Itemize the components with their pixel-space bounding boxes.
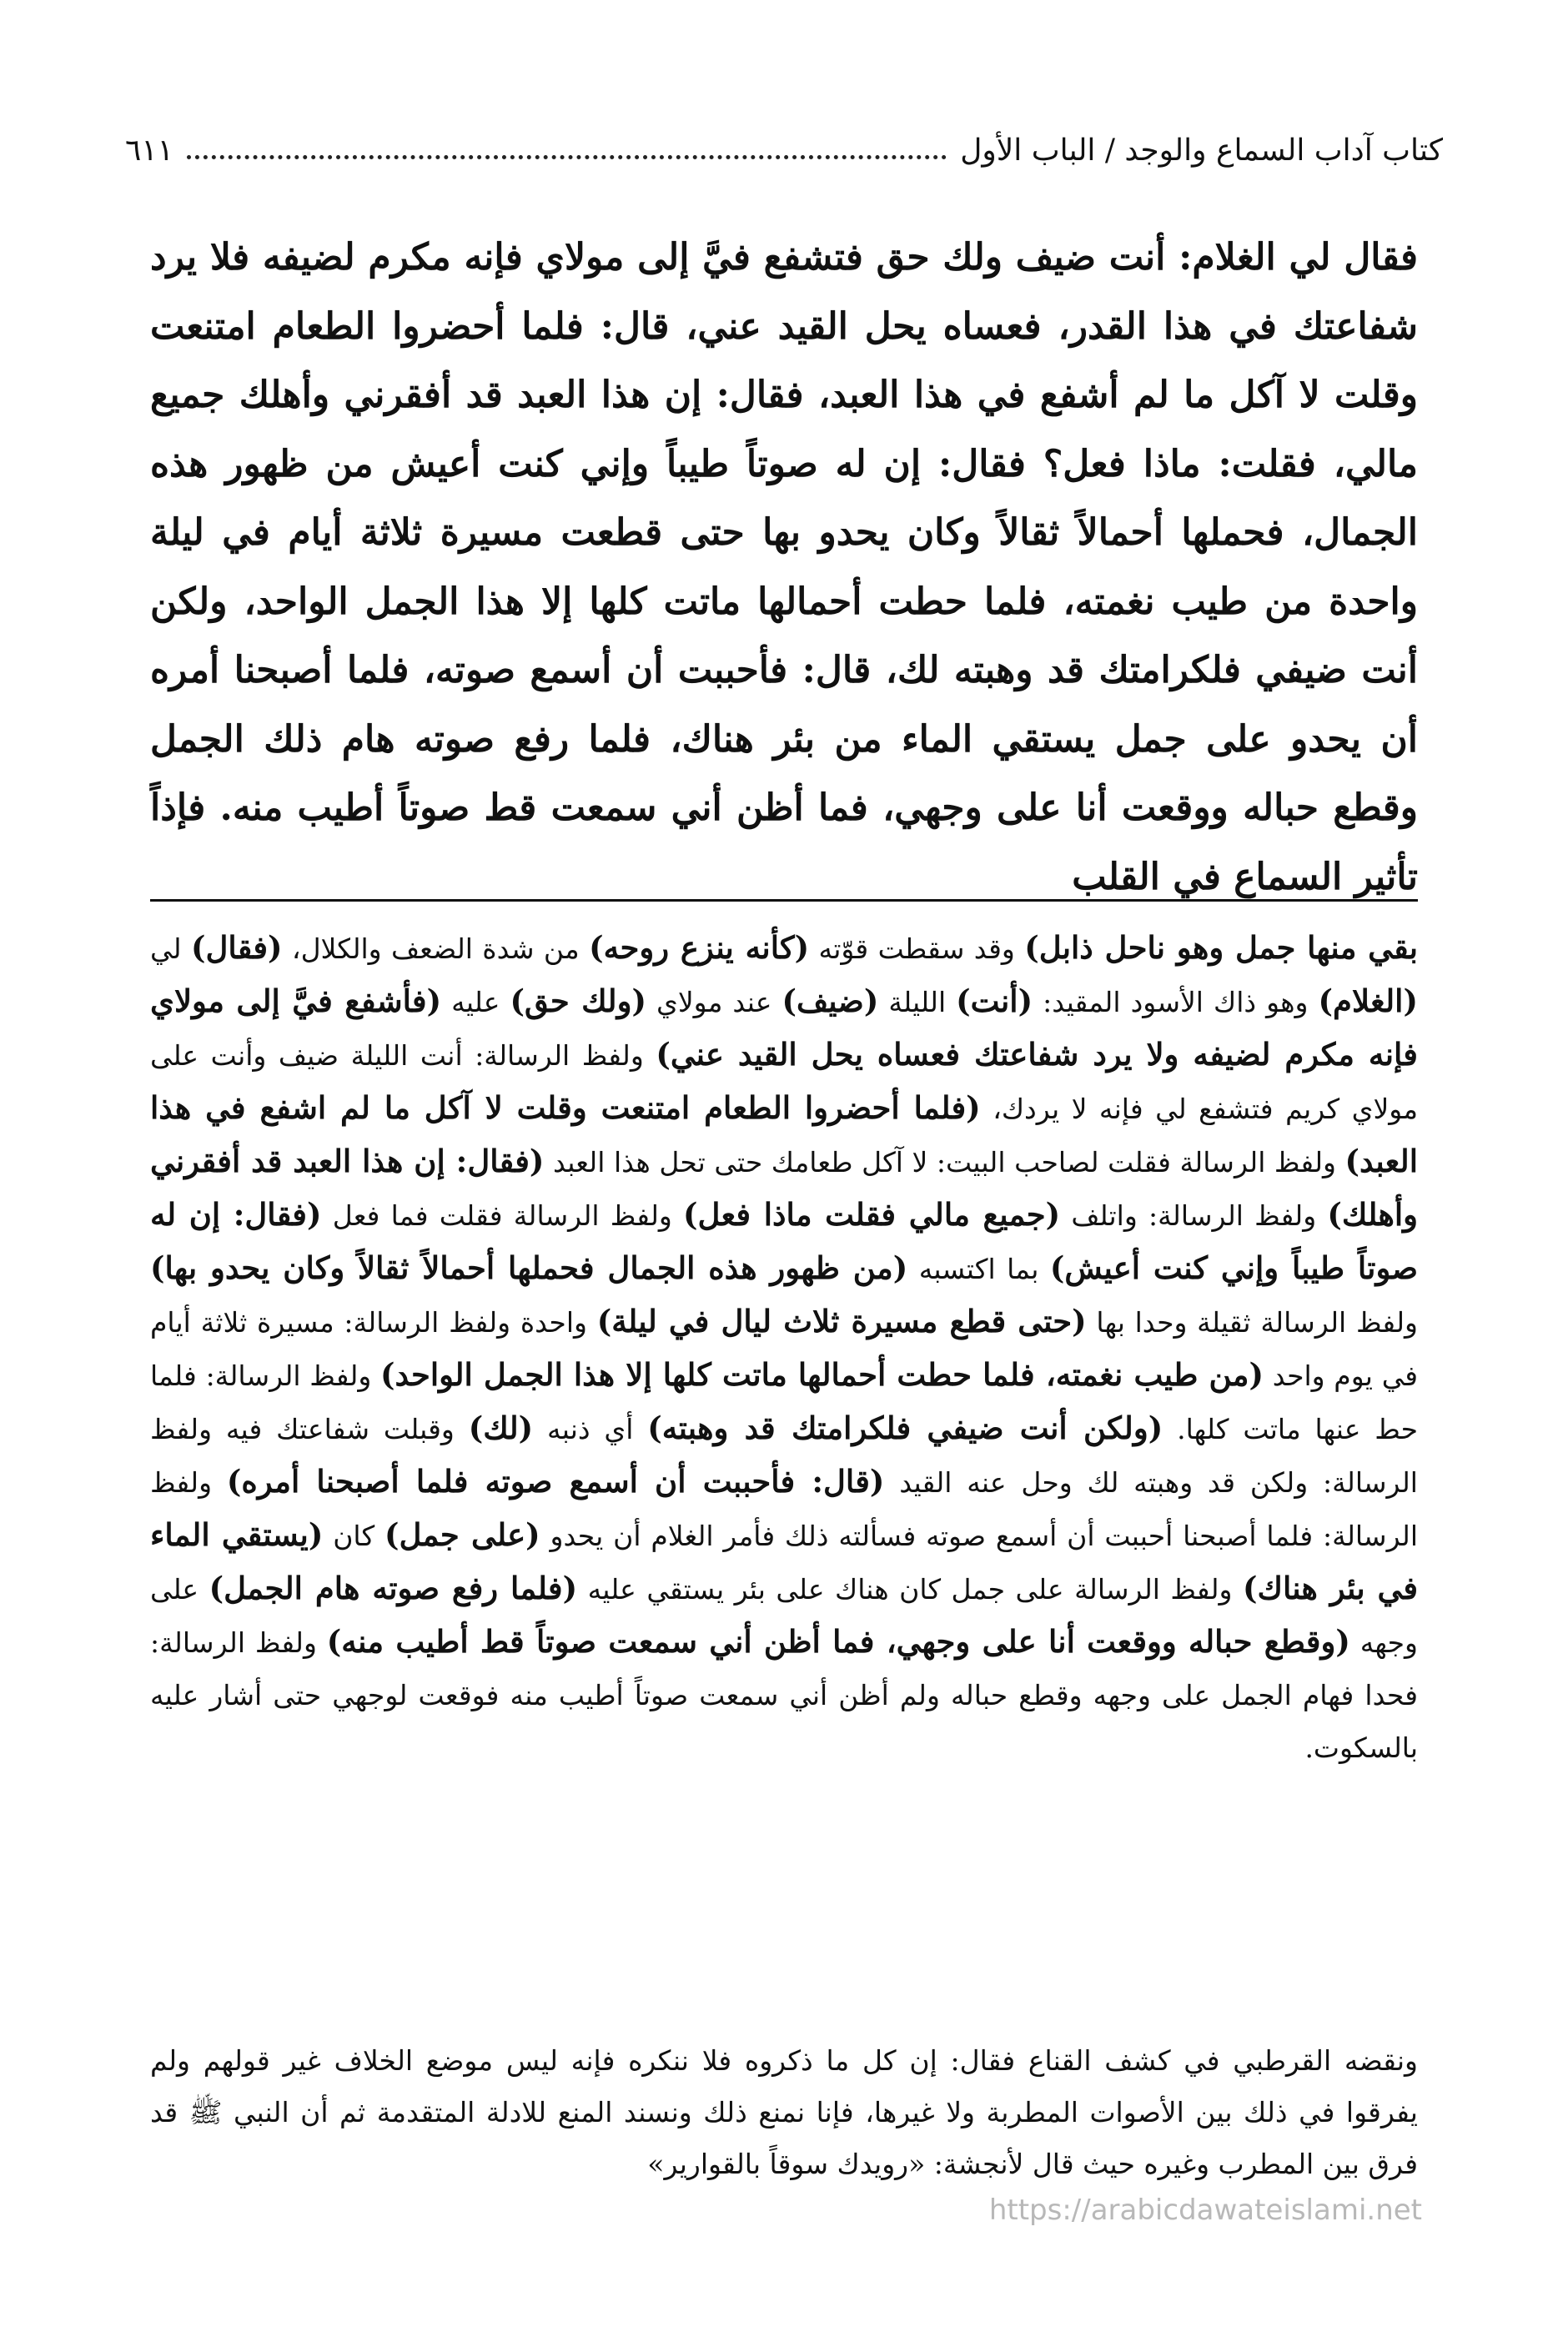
commentary-quote: (أنت) xyxy=(956,983,1033,1019)
commentary-quote: (من ظهور هذه الجمال فحملها أحمالاً ثقالاً وكان يحدو بها) xyxy=(150,1249,908,1286)
commentary-explanation: ولفظ الرسالة على جمل كان هناك على بئر يستقي عليه xyxy=(587,1573,1233,1606)
commentary-quote: (وقطع حباله ووقعت أنا على وجهي، فما أظن أني سمعت صوتاً قط أطيب منه) xyxy=(326,1623,1350,1660)
commentary-explanation: من شدة الضعف والكلال، xyxy=(291,932,580,965)
commentary-quote: (حتى قطع مسيرة ثلاث ليال في ليلة) xyxy=(596,1303,1087,1339)
commentary-explanation: ولفظ الرسالة فقلت فما فعل xyxy=(332,1199,672,1232)
commentary-quote: (كأنه ينزع روحه) xyxy=(589,929,810,966)
commentary-explanation: ولفظ الرسالة: فلما حط عنها ماتت كلها. xyxy=(150,1359,1418,1445)
commentary-quote: (فقال: إن له صوتاً طيباً وإني كنت أعيش) xyxy=(150,1196,1418,1286)
commentary-explanation: لي xyxy=(150,932,182,965)
commentary-explanation: ولفظ الرسالة: أنت الليلة ضيف وأنت على مولاي كريم فتشفع لي فإنه لا يردك، xyxy=(150,1039,1418,1125)
commentary-explanation: ولفظ الرسالة: فحدا فهام الجمل على وجهه وقطع حباله ولم أظن أني سمعت صوتاً أطيب منه فوقعت لوجهي حتى أشار عليه بالسكوت. xyxy=(150,1626,1418,1764)
commentary-quote: (جميع مالي فقلت ماذا فعل) xyxy=(683,1196,1061,1233)
page-number: ٦١١ xyxy=(125,133,174,168)
commentary-explanation: الليلة xyxy=(888,986,947,1018)
commentary-quote: (ضيف) xyxy=(781,983,879,1019)
commentary-explanation: بما اكتسبه xyxy=(918,1253,1039,1285)
commentary-explanation: ولفظ الرسالة فقلت لصاحب البيت: لا آكل طعامك حتى تحل هذا العبد xyxy=(552,1146,1336,1179)
commentary-quote: بقي منها جمل وهو ناحل ذابل) xyxy=(1024,929,1419,966)
header-dot-leader xyxy=(187,155,947,159)
main-text: فقال لي الغلام: أنت ضيف ولك حق فتشفع فيَّ إلى مولاي فإنه مكرم لضيفه فلا يرد شفاعتك في هذا القدر، فعساه يحل القيد عني، قال: فلما أحضروا الطعام امتنعت وقلت لا آكل ما لم أشفع في هذا العبد، فقال: إن هذا العبد قد أفقرني وأهلك جميع مالي، فقلت: ماذا فعل؟ فقال: إن له صوتاً طيباً وإني كنت أعيش من ظهور هذه الجمال، فحملها أحمالاً ثقالاً وكان يحدو بها حتى قطعت مسيرة ثلاثة أيام في ليلة واحدة من طيب نغمته، فلما حطت أحمالها ماتت كلها إلا هذا الجمل الواحد، ولكن أنت ضيفي فلكرامتك قد وهبته لك، قال: فأحببت أن أسمع صوته، فلما أصبحنا أمره أن يحدو على جمل يستقي الماء من بئر هناك، فلما رفع صوته هام ذلك الجمل وقطع حباله ووقعت أنا على وجهي، فما أظن أني سمعت قط صوتاً أطيب منه. فإذاً تأثير السماع في القلب xyxy=(150,236,1419,898)
commentary-quote: (لك) xyxy=(468,1410,534,1446)
commentary-quote: (ولكن أنت ضيفي فلكرامتك قد وهبته) xyxy=(647,1410,1163,1446)
commentary-explanation: أي ذنبه xyxy=(547,1413,634,1445)
footnote-divider xyxy=(150,899,1418,902)
commentary-quote: (فقال) xyxy=(190,929,283,966)
commentary-quote: (فقال: إن هذا العبد قد أفقرني وأهلك) xyxy=(150,1143,1418,1233)
watermark: https://arabicdawateislami.net xyxy=(988,2194,1422,2227)
commentary-explanation: وقبلت شفاعتك فيه ولفظ الرسالة: ولكن قد وهبته لك وحل عنه القيد xyxy=(150,1413,1418,1499)
commentary-quote: (على جمل) xyxy=(384,1516,540,1553)
commentary-explanation: عليه xyxy=(451,986,500,1018)
commentary-quote: (من طيب نغمته، فلما حطت أحمالها ماتت كلها إلا هذا الجمل الواحد) xyxy=(380,1356,1264,1393)
commentary-quote: (يستقي الماء في بئر هناك) xyxy=(150,1516,1419,1606)
commentary-explanation: ولفظ الرسالة ثقيلة وحدا بها xyxy=(1096,1306,1418,1339)
commentary-explanation: ولفظ الرسالة: واتلف xyxy=(1071,1199,1317,1232)
commentary-explanation: على وجهه xyxy=(150,1573,1418,1659)
commentary-quote: (الغلام) xyxy=(1318,983,1418,1019)
commentary-explanation: ولفظ الرسالة: فلما أصبحنا أحببت أن أسمع صوته فسألته ذلك فأمر الغلام أن يحدو xyxy=(150,1466,1419,1552)
commentary-explanation: وهو ذاك الأسود المقيد: xyxy=(1043,986,1309,1018)
commentary-explanation: كان xyxy=(333,1520,375,1552)
commentary-text xyxy=(150,922,1418,1774)
commentary-explanation: وقد سقطت قوّته xyxy=(818,932,1015,965)
commentary-quote: (فأشفع فيَّ إلى مولاي فإنه مكرم لضيفه ولا يرد شفاعتك فعساه يحل القيد عني) xyxy=(150,983,1418,1073)
running-header xyxy=(125,125,1443,175)
commentary-quote: (قال: فأحببت أن أسمع صوته فلما أصبحنا أمره) xyxy=(226,1463,885,1500)
commentary-explanation: عند مولاي xyxy=(656,986,772,1018)
commentary-quote: (فلما أحضروا الطعام امتنعت وقلت لا آكل ما لم اشفع في هذا العبد) xyxy=(150,1089,1418,1179)
commentary-quote: (ولك حق) xyxy=(510,983,646,1019)
closing-paragraph: ونقضه القرطبي في كشف القناع فقال: إن كل ما ذكروه فلا ننكره فإنه ليس موضع الخلاف غير قولهم ولم يفرقوا في ذلك بين الأصوات المطربة ولا غيرها، فإنا نمنع ذلك ونسند المنع للادلة المتقدمة ثم أن النبي ﷺ قد فرق بين المطرب وغيره حيث قال لأنجشة: «رويدك سوقاً بالقوارير» xyxy=(150,2044,1418,2180)
header-title: كتاب آداب السماع والوجد / الباب الأول xyxy=(960,133,1443,168)
commentary-explanation: واحدة ولفظ الرسالة: مسيرة ثلاثة أيام في يوم واحد xyxy=(150,1306,1418,1392)
commentary-quote: (فلما رفع صوته هام الجمل) xyxy=(209,1570,578,1606)
